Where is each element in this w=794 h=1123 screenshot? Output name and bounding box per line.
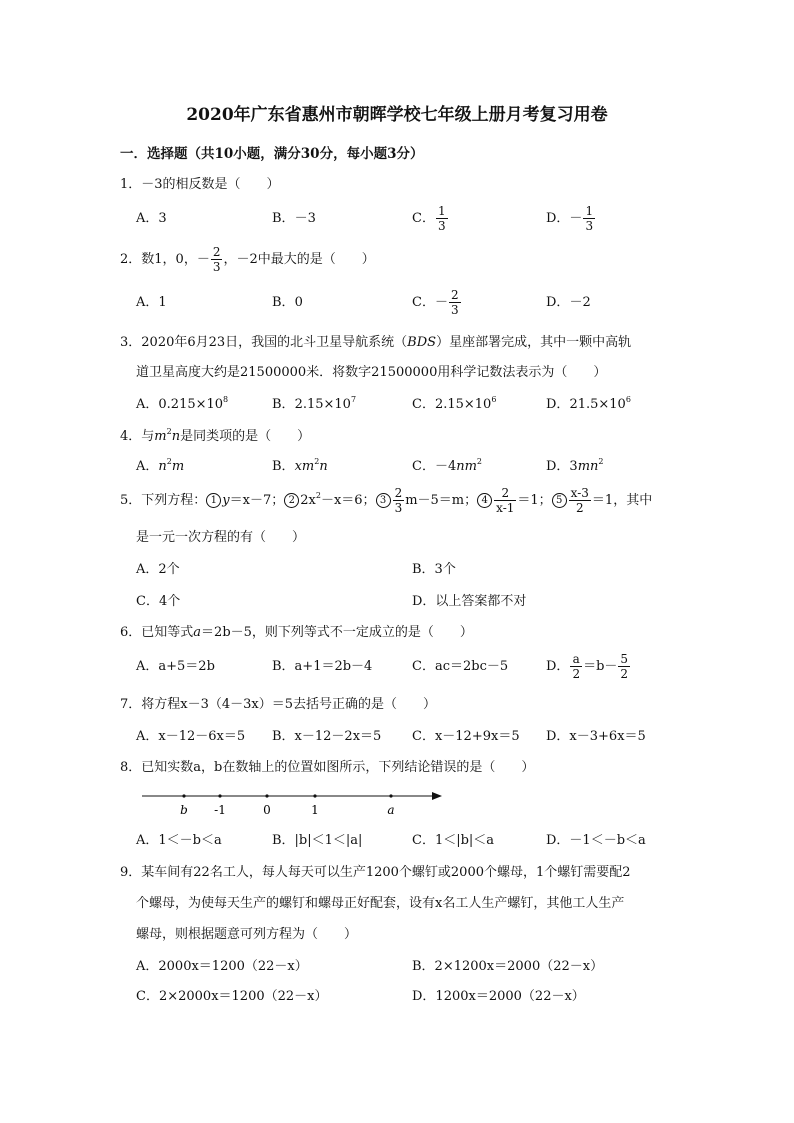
label-minus-one: -1 [214,803,226,817]
q4-option-c: C．$-4nm^2$ [412,457,483,474]
number-line-arrow [432,792,442,800]
label-zero: 0 [263,803,271,817]
q1-option-d: D．－ $\frac{1}{3}$ [546,204,594,233]
label-a: a [387,803,395,817]
q2-option-d: D．－2 [546,295,591,310]
point-minus-one [218,794,221,797]
q3-option-c: C．$2.15\times 10^6$ [412,395,497,412]
number-line [136,786,456,820]
circled-number: 2 [284,493,299,508]
point-one [313,794,316,797]
question-1-stem: 1．－3的相反数是（ ） [120,177,280,192]
q9-option-a: A．2000x＝1200（22－x） [136,959,308,974]
q7-option-b: B．x－12－2x＝5 [272,729,382,744]
question-6-stem: 6．已知等式a＝2b－5，则下列等式不一定成立的是（ ） [120,625,473,640]
fraction: $\frac{2}{x-1}$ [496,486,515,515]
q6-option-d: D． $\frac{a}{2}$ ＝b－ $\frac{5}{2}$ [546,652,629,681]
q6-option-b: B．a+1＝2b－4 [272,659,373,674]
q2-option-c: C．－ $\frac{2}{3}$ [412,288,459,317]
question-5-line2: 是一元一次方程的有（ ） [136,530,306,545]
q6-option-c: C．ac＝2bc－5 [412,659,509,674]
q1-option-b: B．－3 [272,211,316,226]
q4-option-a: A．$n^2m$ [136,457,185,474]
section-heading: 一．选择题（共10小题，满分30分，每小题3分） [120,146,424,162]
question-8-stem: 8．已知实数a，b在数轴上的位置如图所示，下列结论错误的是（ ） [120,760,535,775]
q5-option-c: C．4个 [136,594,181,609]
question-5-stem: 5．下列方程： 1 y＝x－7； 2 $2x^2-x=6$； 3 $\frac{2}{3}$ m－5＝m； 4 $\frac{2}{x-1}$ ＝1； 5 $\frac{x-3}{2}$ ＝1，其中 [120,486,653,515]
question-7-stem: 7．将方程x－3（4－3x）＝5去括号正确的是（ ） [120,697,437,712]
question-9-line1: 9．某车间有22名工人，每人每天可以生产1200个螺钉或2000个螺母，1个螺钉需要配2 [120,865,631,880]
q5-option-d: D．以上答案都不对 [412,594,527,609]
question-2-stem: 2．数1，0，－ $\frac{2}{3}$ ，－2中最大的是（ ） [120,245,375,274]
q4-option-d: D．$3mn^2$ [546,457,604,474]
fraction: $\frac{x-3}{2}$ [570,486,589,515]
q5-option-a: A．2个 [136,562,180,577]
point-zero [265,794,268,797]
q6-option-a: A．a+5＝2b [136,659,215,674]
fraction: $\frac{1}{3}$ [437,204,446,233]
label-one: 1 [311,803,319,817]
q8-option-a: A．1＜－b＜a [136,833,222,848]
circled-number: 4 [477,493,492,508]
fraction: $\frac{1}{3}$ [585,204,594,233]
q2-option-b: B．0 [272,295,303,310]
circled-number: 3 [376,493,391,508]
fraction: $\frac{a}{2}$ [572,652,581,681]
q3-option-d: D．$21.5\times 10^6$ [546,395,631,412]
q7-option-d: D．x－3+6x＝5 [546,729,646,744]
q7-option-a: A．x－12－6x＝5 [136,729,246,744]
q1-option-a: A．3 [136,211,167,226]
q9-option-c: C．2×2000x＝1200（22－x） [136,989,328,1004]
point-b [182,794,185,797]
q5-option-b: B．3个 [412,562,456,577]
q2-option-a: A．1 [136,295,167,310]
question-3-line2: 道卫星高度大约是21500000米．将数字21500000用科学记数法表示为（ ） [136,365,607,380]
question-9-line2: 个螺母，为使每天生产的螺钉和螺母正好配套，设有x名工人生产螺钉，其他工人生产 [136,896,625,911]
page-title: 2020年广东省惠州市朝晖学校七年级上册月考复习用卷 [186,105,608,125]
q1-option-c: C． $\frac{1}{3}$ [412,204,446,233]
q4-option-b: B．$xm^2n$ [272,457,328,474]
fraction: $\frac{5}{2}$ [620,652,629,681]
question-4-stem: 4．与$m^2n$是同类项的是（ ） [120,427,311,444]
fraction: $\frac{2}{3}$ [450,288,459,317]
q9-option-b: B．2×1200x＝2000（22－x） [412,959,604,974]
label-b: b [180,803,188,817]
q9-option-d: D．1200x＝2000（22－x） [412,989,585,1004]
question-3-line1: 3．2020年6月23日，我国的北斗卫星导航系统（BDS）星座部署完成，其中一颗中高轨 [120,335,632,350]
fraction: $\frac{2}{3}$ [394,486,403,515]
q8-option-b: B．|b|＜1＜|a| [272,833,363,848]
circled-number: 5 [552,493,567,508]
q8-option-d: D．－1＜－b＜a [546,833,646,848]
question-9-line3: 螺母，则根据题意可列方程为（ ） [136,927,358,942]
q8-option-c: C．1＜|b|＜a [412,833,495,848]
circled-number: 1 [206,493,221,508]
q3-option-a: A．$0.215\times 10^8$ [136,395,229,412]
point-a [389,794,392,797]
q3-option-b: B．$2.15\times 10^7$ [272,395,357,412]
fraction: $\frac{2}{3}$ [212,245,221,274]
q7-option-c: C．x－12+9x＝5 [412,729,520,744]
